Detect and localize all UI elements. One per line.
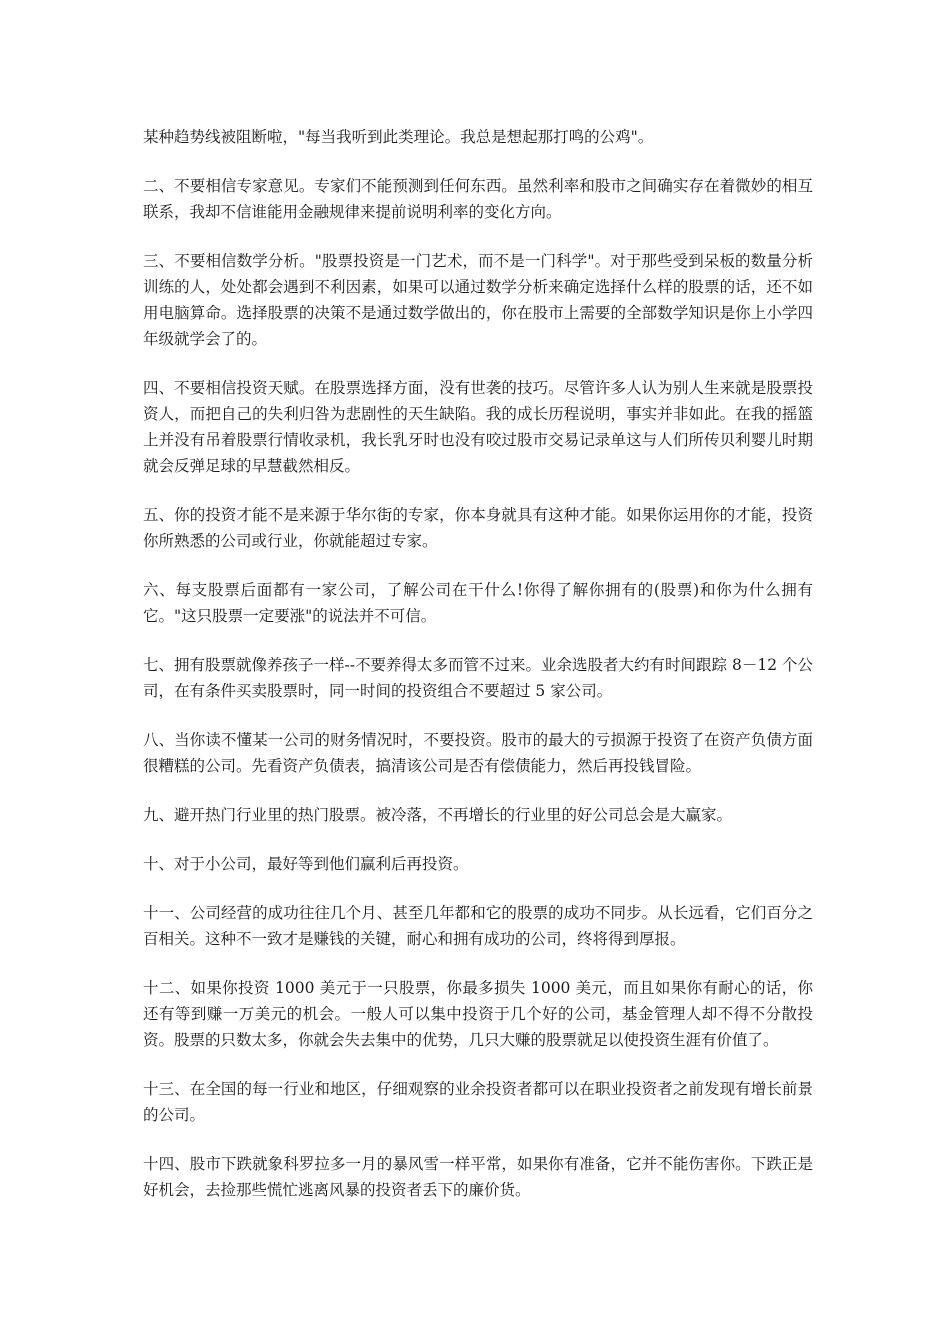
paragraph-rule-3: 三、不要相信数学分析。"股票投资是一门艺术，而不是一门科学"。对于那些受到呆板的数量分析训练的人，处处都会遇到不利因素，如果可以通过数学分析来确定选择什么样的股票的话，还不如用电脑算命。选择股票的决策不是通过数学做出的，你在股市上需要的全部数学知识是你上小学四年级就学会了的。 — [143, 252, 813, 348]
paragraph-rule-6: 六、每支股票后面都有一家公司，了解公司在干什么!你得了解你拥有的(股票)和你为什么拥有它。"这只股票一定要涨"的说法并不可信。 — [143, 581, 813, 625]
paragraph-rule-13: 十三、在全国的每一行业和地区，仔细观察的业余投资者都可以在职业投资者之前发现有增长前景的公司。 — [143, 1080, 813, 1124]
document-page — [143, 124, 813, 1226]
paragraph-rule-5: 五、你的投资才能不是来源于华尔街的专家，你本身就具有这种才能。如果你运用你的才能，投资你所熟悉的公司或行业，你就能超过专家。 — [143, 506, 813, 550]
paragraph-rule-11: 十一、公司经营的成功往往几个月、甚至几年都和它的股票的成功不同步。从长远看，它们百分之百相关。这种不一致才是赚钱的关键，耐心和拥有成功的公司，终将得到厚报。 — [143, 904, 813, 948]
paragraph-rule-10: 十、对于小公司，最好等到他们赢利后再投资。 — [143, 855, 469, 873]
paragraph-rule-8: 八、当你读不懂某一公司的财务情况时，不要投资。股市的最大的亏损源于投资了在资产负债方面很糟糕的公司。先看资产负债表，搞清该公司是否有偿债能力，然后再投钱冒险。 — [143, 731, 813, 775]
paragraph-rule-14: 十四、股市下跌就象科罗拉多一月的暴风雪一样平常，如果你有准备，它并不能伤害你。下跌正是好机会，去捡那些慌忙逃离风暴的投资者丢下的廉价货。 — [143, 1155, 813, 1199]
paragraph-continuation: 某种趋势线被阻断啦，"每当我听到此类理论。我总是想起那打鸣的公鸡"。 — [143, 128, 654, 146]
paragraph-rule-2: 二、不要相信专家意见。专家们不能预测到任何东西。虽然利率和股市之间确实存在着微妙的相互联系，我却不信谁能用金融规律来提前说明利率的变化方向。 — [143, 177, 813, 221]
paragraph-rule-4: 四、不要相信投资天赋。在股票选择方面，没有世袭的技巧。尽管许多人认为别人生来就是股票投资人，而把自己的失利归咎为悲剧性的天生缺陷。我的成长历程说明，事实并非如此。在我的摇篮上并没有吊着股票行情收录机，我长乳牙时也没有咬过股市交易记录单这与人们所传贝利婴儿时期就会反弹足球的早慧截然相反。 — [143, 379, 813, 475]
paragraph-rule-12: 十二、如果你投资 1000 美元于一只股票，你最多损失 1000 美元，而且如果你有耐心的话，你还有等到赚一万美元的机会。一般人可以集中投资于几个好的公司，基金管理人却不得不分散投资。股票的只数太多，你就会失去集中的优势，几只大赚的股票就足以使投资生涯有价值了。 — [143, 979, 813, 1049]
paragraph-rule-7: 七、拥有股票就像养孩子一样--不要养得太多而管不过来。业余选股者大约有时间跟踪 8－12 个公司，在有条件买卖股票时，同一时间的投资组合不要超过 5 家公司。 — [143, 656, 813, 700]
paragraph-rule-9: 九、避开热门行业里的热门股票。被冷落，不再增长的行业里的好公司总会是大赢家。 — [143, 806, 733, 824]
